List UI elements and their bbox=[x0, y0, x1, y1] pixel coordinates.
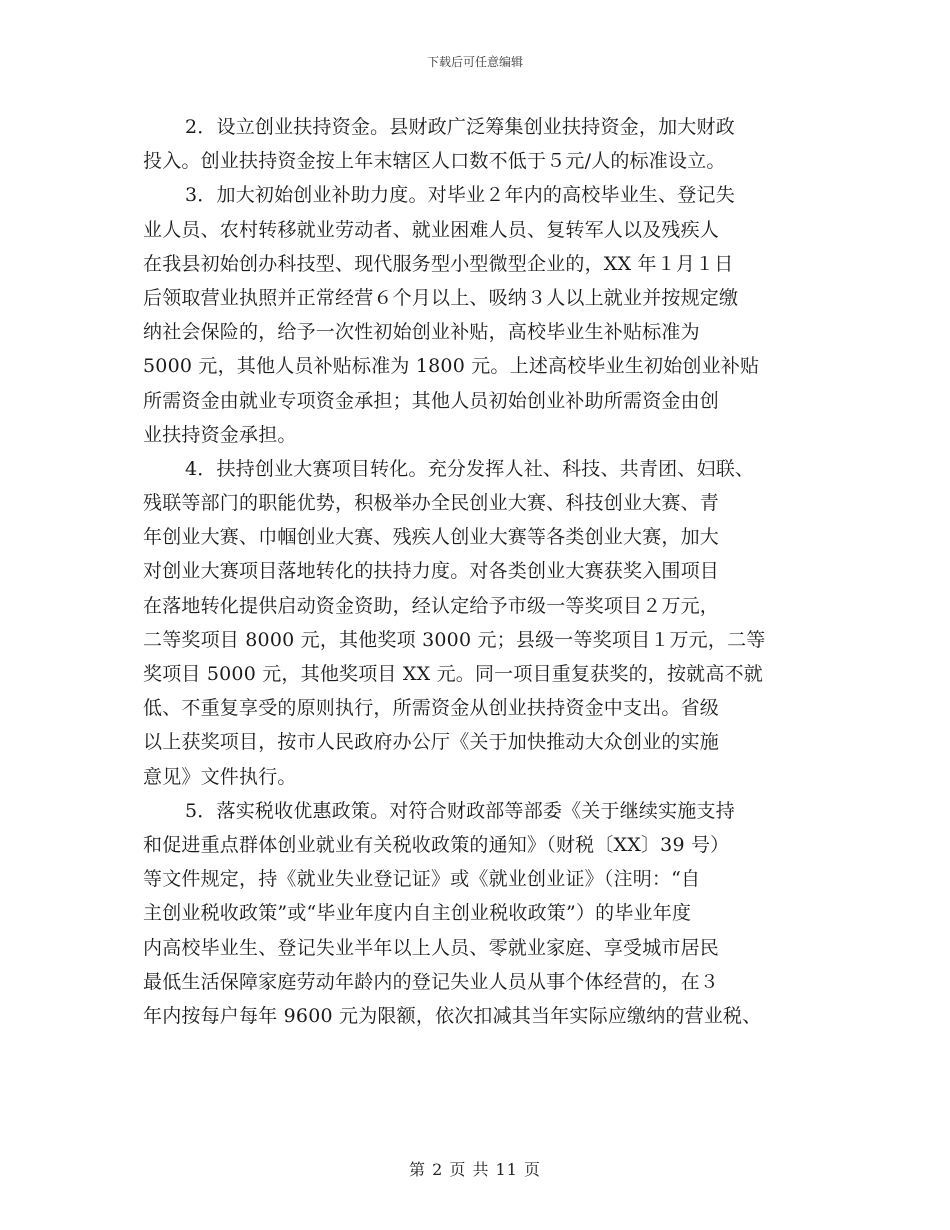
paragraph-line: 3．加大初始创业补助力度。对毕业２年内的高校毕业生、登记失 bbox=[185, 184, 735, 207]
paragraph-line: 4．扶持创业大赛项目转化。充分发挥人社、科技、共青团、妇联、 bbox=[185, 457, 755, 480]
paragraph-line: 业人员、农村转移就业劳动者、就业困难人员、复转军人以及残疾人 bbox=[143, 218, 720, 241]
page-header: 下载后可任意编辑 bbox=[426, 55, 523, 69]
paragraph-line: 5000 元，其他人员补贴标准为 1800 元。上述高校毕业生初始创业补贴 bbox=[143, 355, 760, 378]
paragraph-line: 二等奖项目 8000 元，其他奖项 3000 元；县级一等奖项目１万元，二等 bbox=[143, 628, 766, 651]
paragraph-line: 年内按每户每年 9600 元为限额，依次扣减其当年实际应缴纳的营业税、 bbox=[143, 1004, 762, 1027]
paragraph-line: 在落地转化提供启动资金资助，经认定给予市级一等奖项目２万元， bbox=[143, 594, 720, 617]
paragraph-line: 最低生活保障家庭劳动年龄内的登记失业人员从事个体经营的，在３ bbox=[143, 970, 720, 993]
paragraph-line: 所需资金由就业专项资金承担；其他人员初始创业补助所需资金由创 bbox=[143, 389, 720, 412]
paragraph-line: 2．设立创业扶持资金。县财政广泛筹集创业扶持资金，加大财政 bbox=[185, 116, 735, 138]
paragraph-line: 在我县初始创办科技型、现代服务型小型微型企业的，XX 年１月１日 bbox=[143, 252, 734, 275]
paragraph-line: 对创业大赛项目落地转化的扶持力度。对各类创业大赛获奖入围项目 bbox=[143, 560, 720, 583]
paragraph-line: 内高校毕业生、登记失业半年以上人员、零就业家庭、享受城市居民 bbox=[143, 936, 720, 959]
paragraph-line: 投入。创业扶持资金按上年末辖区人口数不低于５元/人的标准设立。 bbox=[143, 150, 726, 173]
document-body bbox=[143, 110, 823, 1033]
paragraph-line: 低、不重复享受的原则执行，所需资金从创业扶持资金中支出。省级 bbox=[143, 697, 720, 720]
paragraph-line: 意见》文件执行。 bbox=[143, 765, 297, 788]
paragraph-line: 年创业大赛、巾帼创业大赛、残疾人创业大赛等各类创业大赛，加大 bbox=[143, 526, 720, 549]
paragraph-line: 残联等部门的职能优势，积极举办全民创业大赛、科技创业大赛、青 bbox=[143, 492, 720, 515]
paragraph-line: 奖项目 5000 元，其他奖项目 XX 元。同一项目重复获奖的，按就高不就 bbox=[143, 663, 763, 685]
paragraph-line: 等文件规定，持《就业失业登记证》或《就业创业证》（注明：“自 bbox=[143, 868, 701, 891]
paragraph-line: 主创业税收政策”或“毕业年度内自主创业税收政策”）的毕业年度 bbox=[143, 902, 692, 925]
paragraph-line: 5．落实税收优惠政策。对符合财政部等部委《关于继续实施支持 bbox=[185, 799, 735, 822]
page-footer: 第 2 页 共 11 页 bbox=[409, 1160, 541, 1179]
paragraph-line: 以上获奖项目，按市人民政府办公厅《关于加快推动大众创业的实施 bbox=[143, 731, 720, 754]
paragraph-line: 业扶持资金承担。 bbox=[143, 423, 297, 446]
paragraph-line: 纳社会保险的，给予一次性初始创业补贴，高校毕业生补贴标准为 bbox=[143, 321, 700, 344]
paragraph-line: 和促进重点群体创业就业有关税收政策的通知》（财税〔XX〕39 号） bbox=[143, 833, 730, 856]
paragraph-line: 后领取营业执照并正常经营６个月以上、吸纳３人以上就业并按规定缴 bbox=[143, 286, 739, 309]
